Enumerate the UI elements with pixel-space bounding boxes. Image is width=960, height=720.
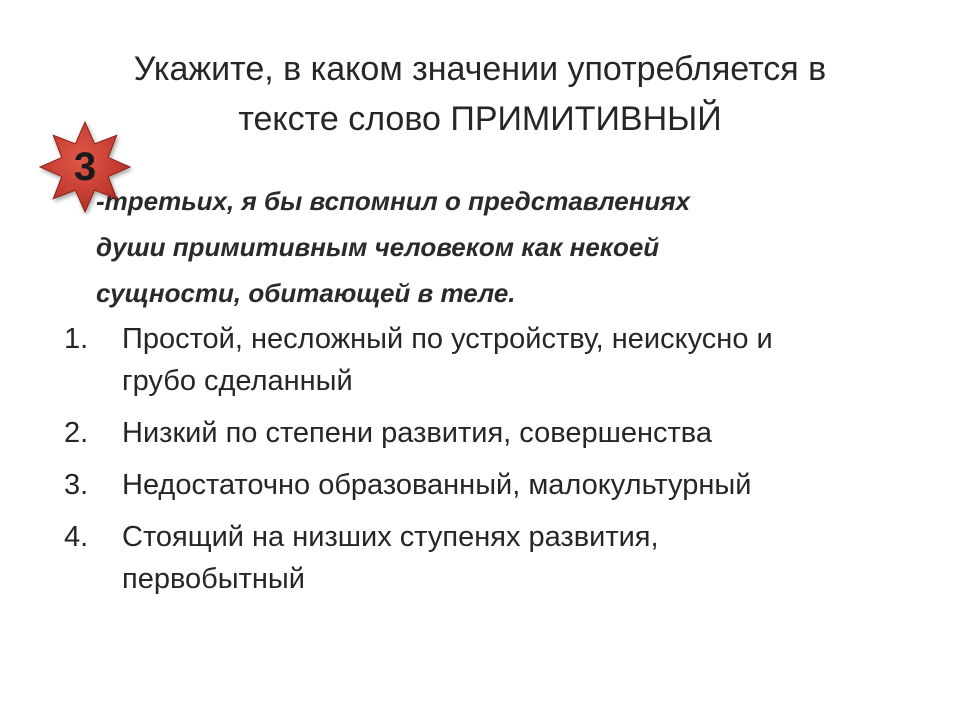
answer-option-3: [64, 464, 914, 506]
star-badge: [36, 118, 134, 216]
option-line: грубо сделанный: [122, 365, 353, 397]
option-text: [122, 318, 914, 402]
option-line: Простой, несложный по устройству, неискусно и: [122, 323, 773, 355]
answer-option-1: [64, 318, 914, 402]
option-line: Низкий по степени развития, совершенства: [122, 417, 712, 449]
question-title-line-2: тексте слово ПРИМИТИВНЫЙ: [238, 100, 722, 138]
option-text: [122, 464, 914, 506]
option-number: 1.: [64, 323, 89, 355]
quote-line-1: -третьих, я бы вспомнил о представлениях: [96, 186, 691, 216]
option-number: 4.: [64, 521, 89, 553]
quote-line-3: сущности, обитающей в теле.: [96, 278, 516, 308]
badge-number: 3: [73, 145, 97, 189]
quote-line-2: души примитивным человеком как некоей: [96, 232, 660, 262]
answer-options: [64, 318, 914, 610]
answer-option-2: [64, 412, 914, 454]
option-line: Стоящий на низших ступенях развития,: [122, 521, 659, 553]
option-number: 2.: [64, 417, 89, 449]
answer-option-4: [64, 516, 914, 600]
question-title-line-1: Укажите, в каком значении употребляется в: [133, 50, 827, 88]
quote-text: [96, 178, 856, 316]
option-number: 3.: [64, 469, 89, 501]
option-line: первобытный: [122, 563, 305, 595]
option-text: [122, 516, 914, 600]
option-text: [122, 412, 914, 454]
question-title: [40, 44, 920, 144]
option-line: Недостаточно образованный, малокультурный: [122, 469, 752, 501]
